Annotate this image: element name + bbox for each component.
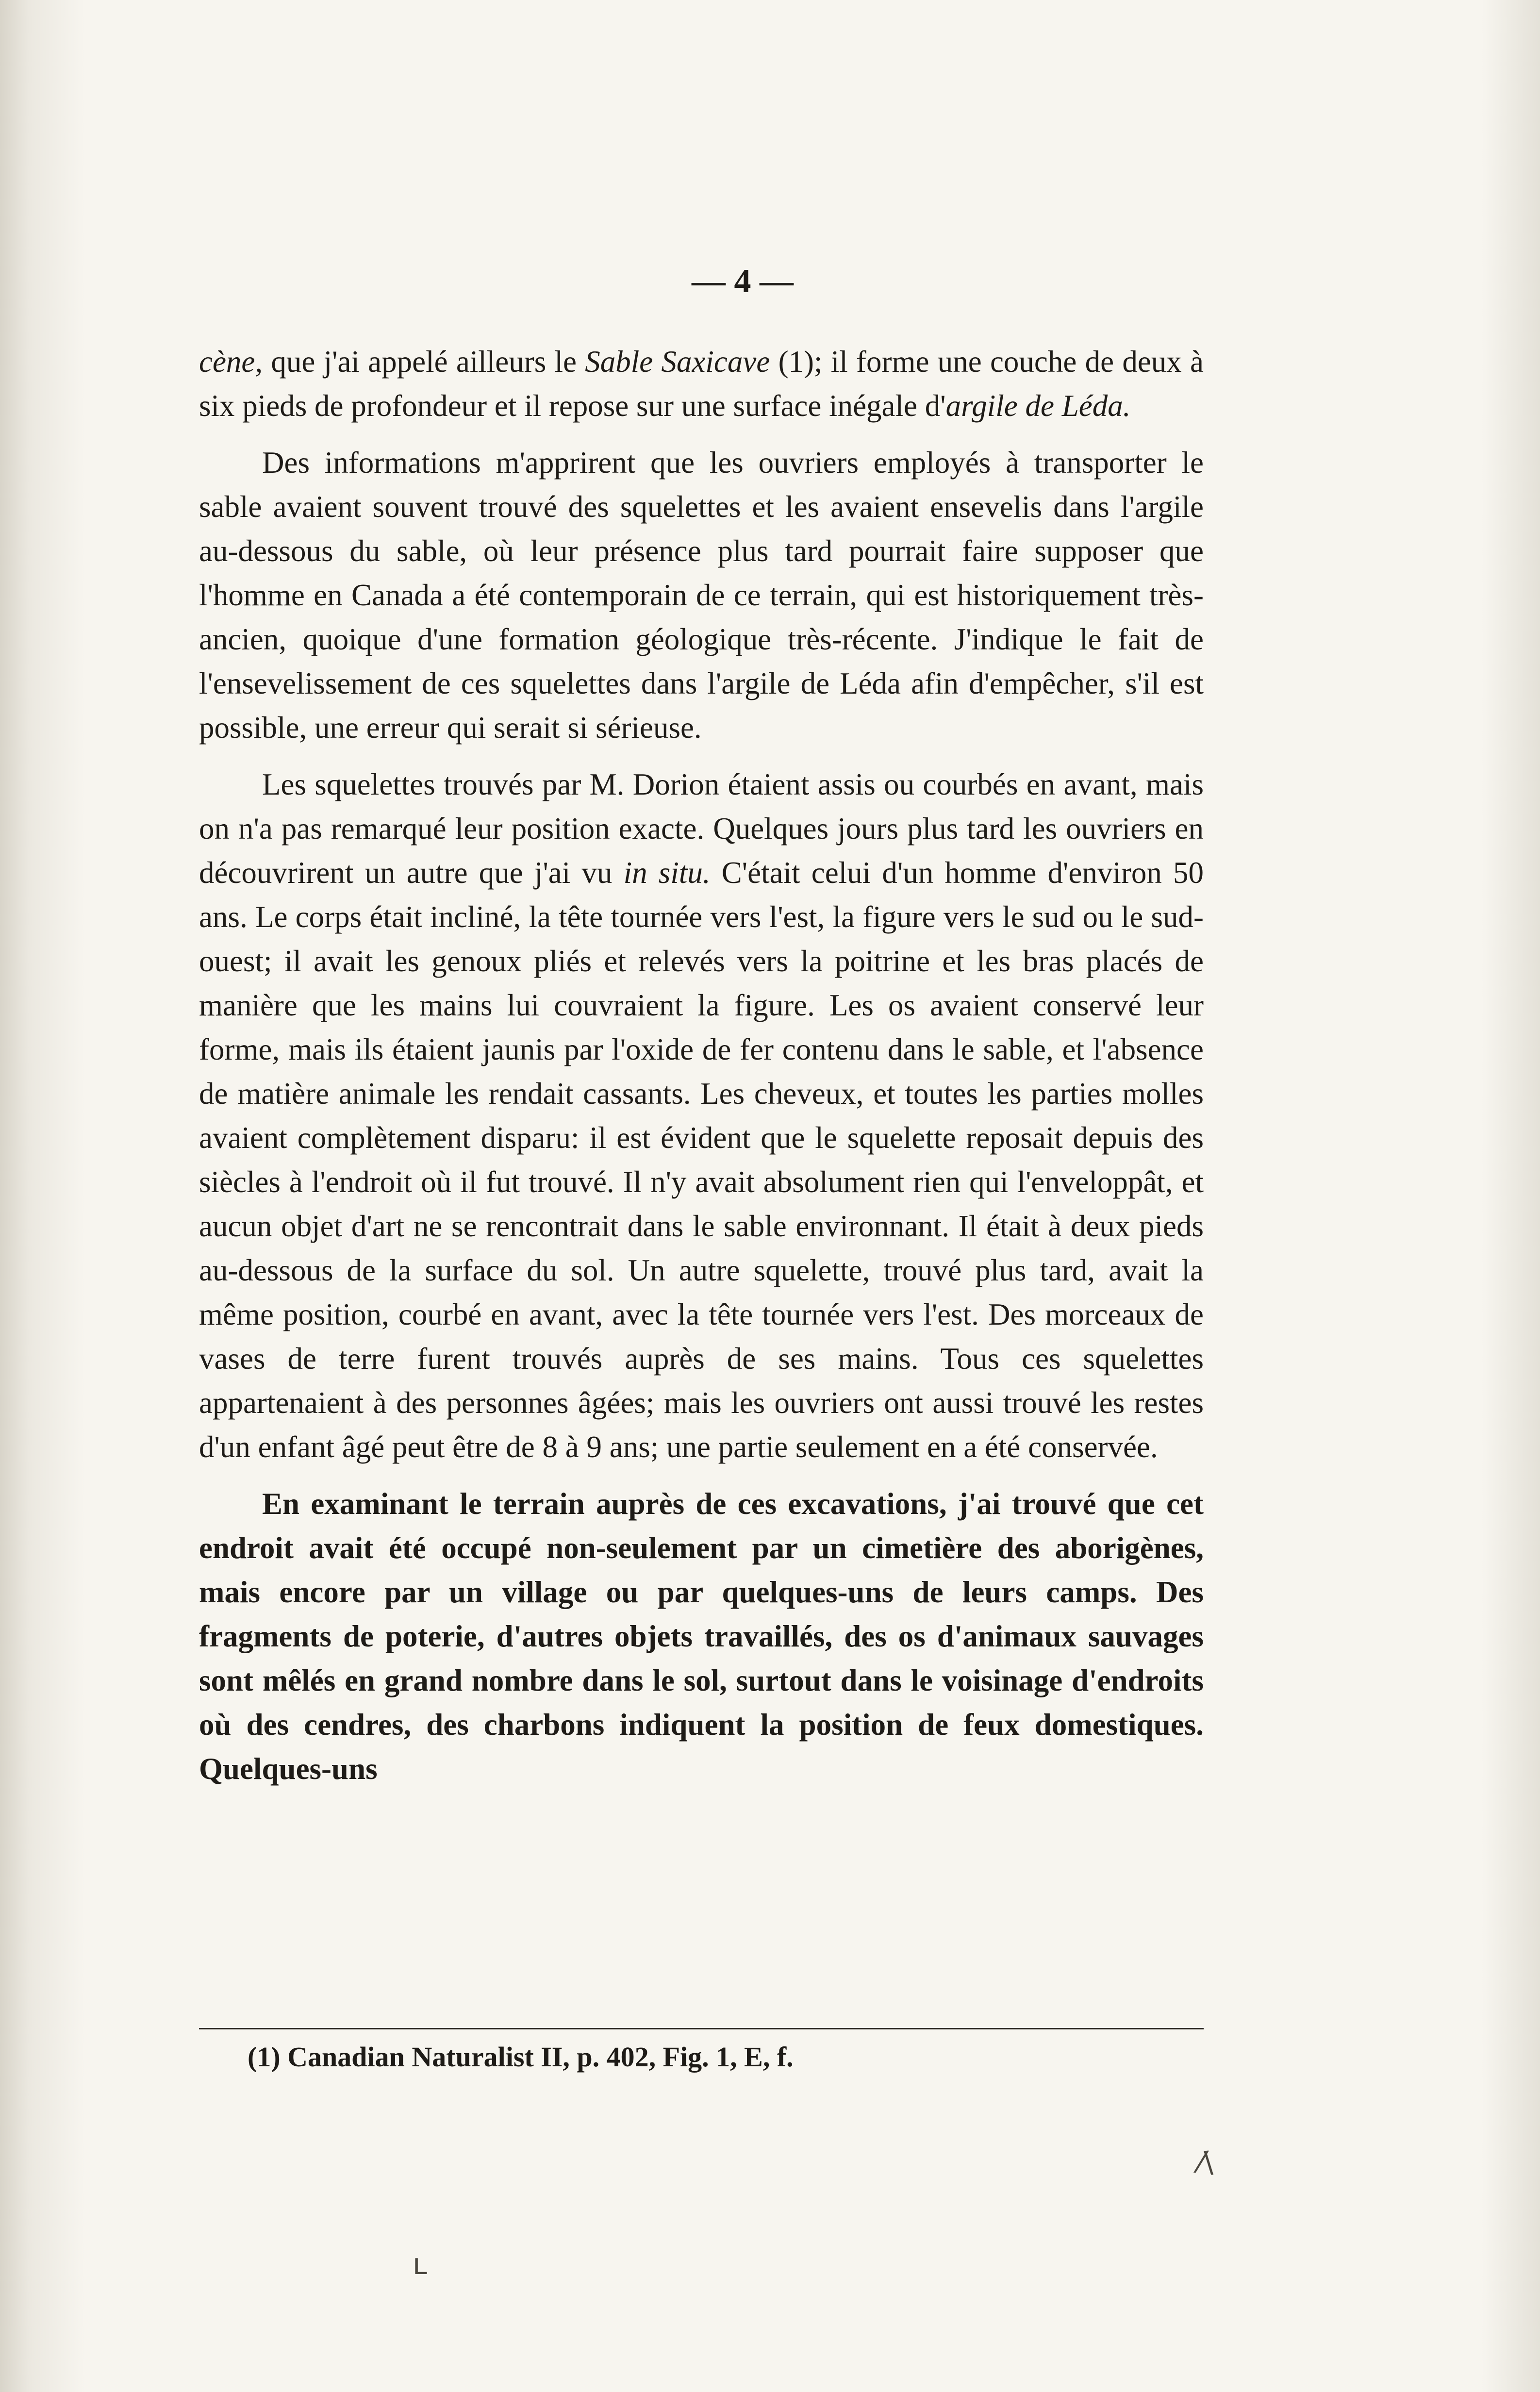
paragraph-1-part-3: Sable Saxicave (585, 345, 770, 379)
paragraph-1-part-1: cène, (199, 345, 263, 379)
paragraph-3 (199, 763, 1204, 1469)
paragraph-1 (199, 340, 1204, 428)
paragraph-2-text: Des informations m'apprirent que les ouvriers employés à transporter le sable avaient souvent trouvé des squelettes et les avaient ensevelis dans l'argile au-dessous du sable, où leur présence plus tard pourrait faire supposer que l'homme en Canada a été contemporain de ce terrain, qui est historiquement très-ancien, quoique d'une formation géologique très-récente. J'indique le fait de l'ensevelissement de ces squelettes dans l'argile de Léda afin d'empêcher, s'il est possible, une erreur qui serait si sérieuse. (199, 446, 1204, 745)
body-text (199, 340, 1204, 1791)
paragraph-4 (199, 1482, 1204, 1791)
paragraph-2 (199, 441, 1204, 750)
paragraph-4-text: En examinant le terrain auprès de ces excavations, j'ai trouvé que cet endroit avait été occupé non-seulement par un cimetière des aborigènes, mais encore par un village ou par quelques-uns de leurs camps. Des fragments de poterie, d'autres objets travaillés, des os d'animaux sauvages sont mêlés en grand nombre dans le sol, surtout dans le voisinage d'endroits où des cendres, des charbons indiquent la position de feux domestiques. Quelques-uns (199, 1487, 1204, 1786)
paragraph-3-part-2: in situ. (623, 856, 711, 890)
paragraph-3-part-1: Les squelettes trouvés par M. Dorion étaient assis ou courbés en avant, mais on n'a pas remarqué leur position exacte. Quelques jours plus tard les ouvriers en découvrirent un autre que j'ai vu (199, 767, 1204, 890)
paragraph-1-part-2: que j'ai appelé ailleurs le (263, 345, 585, 379)
footnote: (1) Canadian Naturalist II, p. 402, Fig. 1, E, f. (248, 2041, 794, 2073)
paragraph-1-part-5: argile de Léda. (945, 389, 1131, 423)
corner-scan-mark: ⁄\ (1199, 2145, 1214, 2179)
paragraph-3-part-3: C'était celui d'un homme d'environ 50 ans. Le corps était incliné, la tête tournée vers l'est, la figure vers le sud ou le sud-ouest; il avait les genoux pliés et relevés vers la poitrine et les bras placés de manière que les mains lui couvraient la figure. Les os avaient conservé leur forme, mais ils étaient jaunis par l'oxide de fer contenu dans le sable, et l'absence de matière animale les rendait cassants. Les cheveux, et toutes les parties molles avaient complètement disparu: il est évident que le squelette reposait depuis des siècles à l'endroit où il fut trouvé. Il n'y avait absolument rien qui l'enveloppât, et aucun objet d'art ne se rencontrait dans le sable environnant. Il était à deux pieds au-dessous de la surface du sol. Un autre squelette, trouvé plus tard, avait la même position, courbé en avant, avec la tête tournée vers l'est. Des morceaux de vases de terre furent trouvés auprès de ses mains. Tous ces squelettes appartenaient à des personnes âgées; mais les ouvriers ont aussi trouvé les restes d'un enfant âgé peut être de 8 à 9 ans; une partie seulement en a été conservée. (199, 856, 1204, 1464)
bottom-scan-mark: ʟ (413, 2247, 428, 2281)
paragraph-1-part-4: (1); il forme une couche de deux à six pieds de profondeur et il repose sur une surface inégale d' (199, 345, 1204, 423)
page-number: — 4 — (692, 263, 794, 300)
page-left-edge (0, 0, 85, 2392)
footnote-rule (199, 2028, 1204, 2029)
page-right-edge (1482, 0, 1540, 2392)
